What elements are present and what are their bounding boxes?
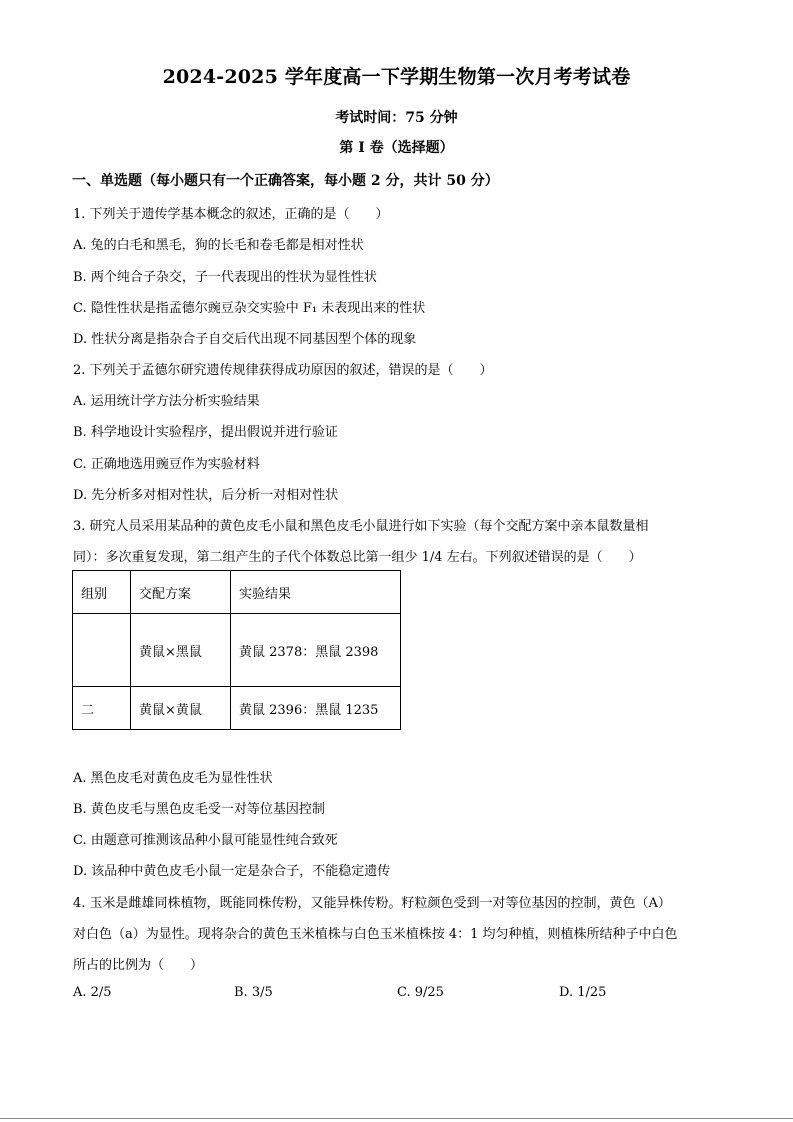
table-header-row [73,571,401,614]
question-2-option-c: C. 正确地选用豌豆作为实验材料 [73,457,260,472]
question-3-stem-line-2: 同）：多次重复发现，第二组产生的子代个体数总比第一组少 1/4 左右。下列叙述错误的是（ ） [73,550,642,565]
question-1-option-d: D. 性状分离是指杂合子自交后代出现不同基因型个体的现象 [73,332,417,347]
table-header-cell: 交配方案 [131,571,231,614]
section-heading: 一、单选题（每小题只有一个正确答案，每小题 2 分，共计 50 分） [72,173,499,189]
question-3-option-b: B. 黄色皮毛与黑色皮毛受一对等位基因控制 [73,802,325,817]
question-2-option-a: A. 运用统计学方法分析实验结果 [73,394,260,409]
question-1-option-c: C. 隐性性状是指孟德尔豌豆杂交实验中 F₁ 未表现出来的性状 [73,301,426,316]
question-4-stem-line-3: 所占的比例为（ ） [73,958,204,973]
table-cell: 二 [73,687,131,730]
question-1-option-b: B. 两个纯合子杂交，子一代表现出的性状为显性性状 [73,270,377,285]
question-3-option-d: D. 该品种中黄色皮毛小鼠一定是杂合子，不能稳定遗传 [73,864,391,879]
question-4-stem-line-2: 对白色（a）为显性。现将杂合的黄色玉米植株与白色玉米植株按 4：1 均匀种植，则植株所结种子中白色 [73,927,678,942]
volume-heading: 第 I 卷（选择题） [339,140,454,156]
table-cell: 黄鼠×黄鼠 [131,687,231,730]
question-4-option-b: B. 3/5 [234,985,273,1000]
table-row [73,687,401,730]
question-3-option-a: A. 黑色皮毛对黄色皮毛为显性性状 [73,771,273,786]
question-1-option-a: A. 兔的白毛和黑毛，狗的长毛和卷毛都是相对性状 [73,238,364,253]
question-4-stem-line-1: 4. 玉米是雌雄同株植物，既能同株传粉，又能异株传粉。籽粒颜色受到一对等位基因的控制，黄色（A） [73,896,671,911]
table-cell: 黄鼠 2396：黑鼠 1235 [231,687,401,730]
table-row [73,614,401,687]
question-4-option-c: C. 9/25 [397,985,444,1000]
question-2-option-d: D. 先分析多对相对性状，后分析一对相对性状 [73,488,339,503]
table-cell: 黄鼠 2378：黑鼠 2398 [231,614,401,687]
table-cell [73,614,131,687]
table-header-cell: 实验结果 [231,571,401,614]
question-1-stem: 1. 下列关于遗传学基本概念的叙述，正确的是（ ） [73,207,389,222]
question-2-option-b: B. 科学地设计实验程序，提出假说并进行验证 [73,425,338,440]
question-3-option-c: C. 由题意可推测该品种小鼠可能显性纯合致死 [73,833,338,848]
exam-title: 2024-2025 学年度高一下学期生物第一次月考考试卷 [162,66,631,88]
question-2-stem: 2. 下列关于孟德尔研究遗传规律获得成功原因的叙述，错误的是（ ） [73,363,493,378]
experiment-table [72,570,401,730]
question-3-stem-line-1: 3. 研究人员采用某品种的黄色皮毛小鼠和黑色皮毛小鼠进行如下实验（每个交配方案中亲本鼠数量相 [73,519,649,534]
question-4-option-a: A. 2/5 [73,985,112,1000]
page-bottom-rule [0,1118,793,1119]
table-header-cell: 组别 [73,571,131,614]
question-4-option-d: D. 1/25 [559,985,607,1000]
table-cell: 黄鼠×黑鼠 [131,614,231,687]
exam-time: 考试时间：75 分钟 [335,110,458,126]
